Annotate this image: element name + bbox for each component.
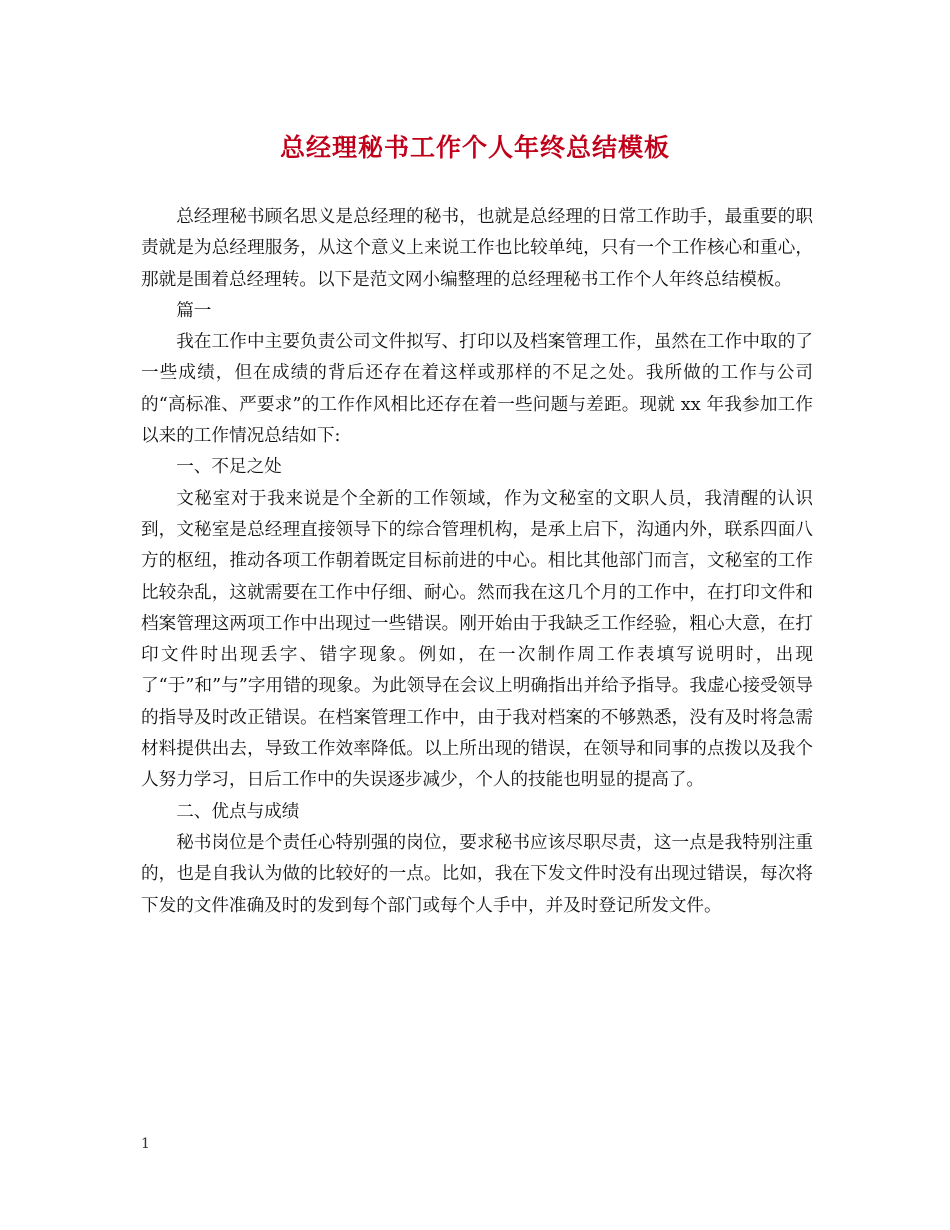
document-body [141, 202, 813, 922]
section-heading-shortcomings: 一、不足之处 [176, 457, 282, 478]
paragraph-part-one-intro: 我在工作中主要负责公司文件拟写、打印以及档案管理工作，虽然在工作中取的了一些成绩，但在成绩的背后还存在着这样或那样的不足之处。我所做的工作与公司的“高标准、严要求”的工作作风相比还存在着一些问题与差距。现就 xx 年我参加工作以来的工作情况总结如下: [141, 332, 813, 447]
page-number: 1 [141, 1136, 150, 1152]
document-title: 总经理秘书工作个人年终总结模板 [279, 133, 670, 162]
paragraph-intro: 总经理秘书顾名思义是总经理的秘书，也就是总经理的日常工作助手，最重要的职责就是为总经理服务，从这个意义上来说工作也比较单纯，只有一个工作核心和重心，那就是围着总经理转。以下是范文网小编整理的总经理秘书工作个人年终总结模板。 [141, 207, 813, 290]
paragraph-strengths: 秘书岗位是个责任心特别强的岗位，要求秘书应该尽职尽责，这一点是我特别注重的，也是自我认为做的比较好的一点。比如，我在下发文件时没有出现过错误，每次将下发的文件准确及时的发到每个部门或每个人手中，并及时登记所发文件。 [141, 832, 813, 916]
paragraph-shortcomings: 文秘室对于我来说是个全新的工作领域，作为文秘室的文职人员，我清醒的认识到，文秘室是总经理直接领导下的综合管理机构，是承上启下，沟通内外，联系四面八方的枢纽，推动各项工作朝着既定目标前进的中心。相比其他部门而言，文秘室的工作比较杂乱，这就需要在工作中仔细、耐心。然而我在这几个月的工作中，在打印文件和档案管理这两项工作中出现过一些错误。刚开始由于我缺乏工作经验，粗心大意，在打印文件时出现丢字、错字现象。例如，在一次制作周工作表填写说明时，出现了“于”和”与”字用错的现象。为此领导在会议上明确指出并给予指导。我虚心接受领导的指导及时改正错误。在档案管理工作中，由于我对档案的不够熟悉，没有及时将急需材料提供出去，导致工作效率降低。以上所出现的错误，在领导和同事的点拨以及我个人努力学习，日后工作中的失误逐步减少，个人的技能也明显的提高了。 [141, 488, 813, 791]
section-heading-strengths: 二、优点与成绩 [176, 801, 300, 822]
section-heading-part-one: 篇一 [176, 300, 212, 321]
